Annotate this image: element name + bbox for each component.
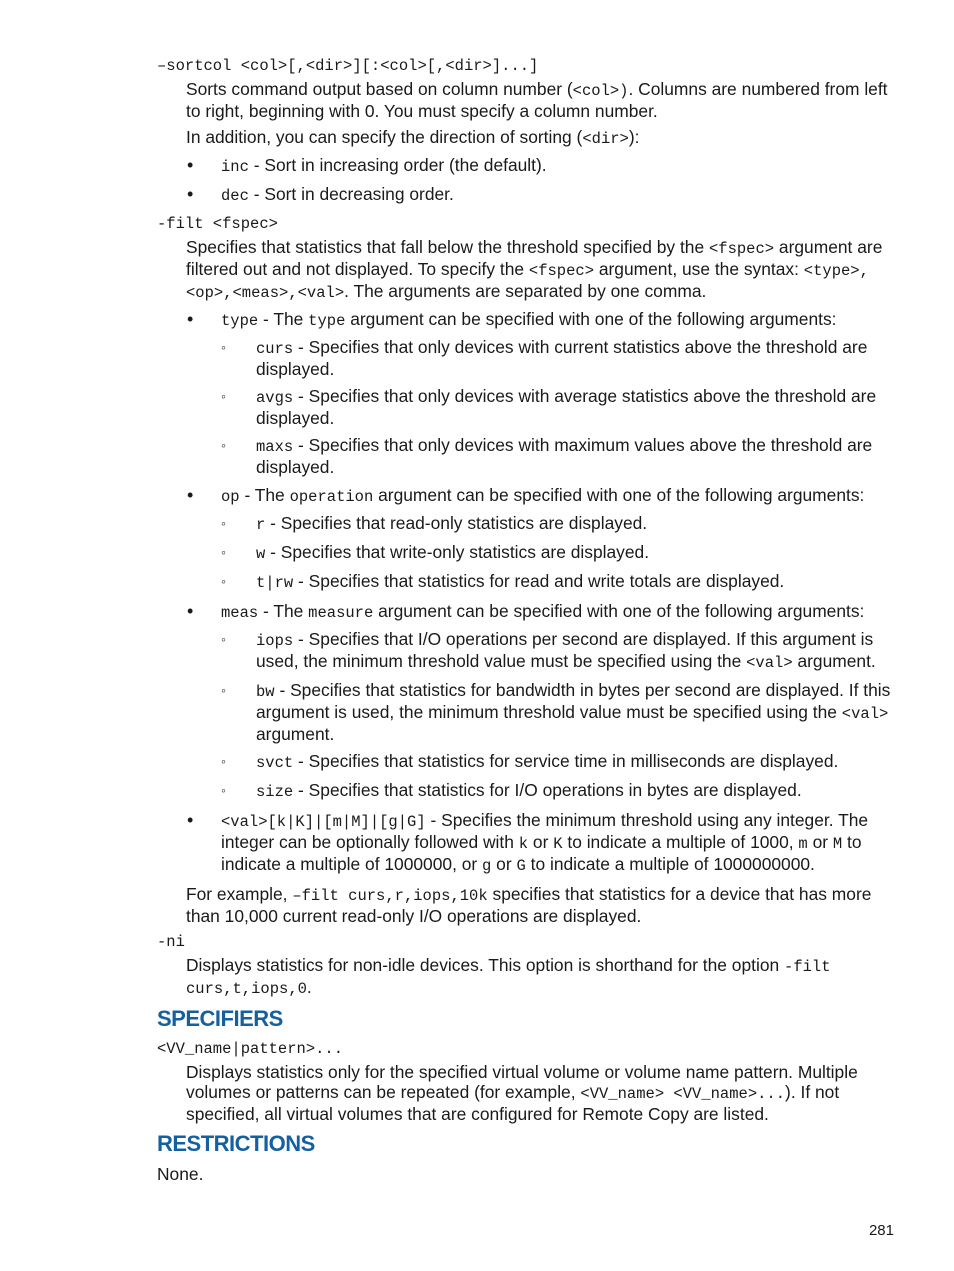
filt-example-paragraph: For example, –filt curs,r,iops,10k specifies that statistics for a device that has more than 10,000 current read-only I/O operations are displayed. (186, 884, 872, 926)
list-item: ◦ iops - Specifies that I/O operations per second are displayed. If this argument is used, the minimum threshold value must be specified using the <val> argument. (221, 629, 897, 673)
list-item: ◦ size - Specifies that statistics for I/O operations in bytes are displayed. (221, 780, 897, 802)
meas-values-list (221, 629, 897, 802)
list-item: ◦ w - Specifies that write-only statistics are displayed. (221, 542, 897, 564)
sortcol-description: Sorts command output based on column number (<col>). Columns are numbered from left to right, beginning with 0. You must specify a column number. (186, 79, 888, 121)
list-item: ◦ r - Specifies that read-only statistics are displayed. (221, 513, 897, 535)
filt-argument-list (157, 309, 897, 876)
op-values-list (221, 513, 897, 593)
list-item: • inc - Sort in increasing order (the default). (157, 155, 897, 177)
specifiers-description: Displays statistics only for the specified virtual volume or volume name pattern. Multiple volumes or patterns can be repeated (for example, <VV_name> <VV_name>...). If not specified, all virtual volumes that are configured for Remote Copy are listed. (186, 1062, 858, 1124)
document-page (157, 56, 897, 1184)
ni-option-term: -ni (157, 933, 185, 951)
list-item: ◦ svct - Specifies that statistics for service time in milliseconds are displayed. (221, 751, 897, 773)
list-item: ◦ curs - Specifies that only devices with current statistics above the threshold are displayed. (221, 337, 897, 379)
type-values-list (221, 337, 897, 477)
restrictions-text: None. (157, 1164, 204, 1184)
list-item: ◦ maxs - Specifies that only devices with maximum values above the threshold are displayed. (221, 435, 897, 477)
list-item-op: • op - The operation argument can be specified with one of the following arguments: ◦ r - Specifies that read-only statistics are displayed. ◦ w - Specifies that write-only statistics are displayed. ◦ t|rw - Specifies that statistics for read and write totals are displayed. (157, 485, 897, 593)
list-item-val: • <val>[k|K]|[m|M]|[g|G] - Specifies the minimum threshold using any integer. The integer can be optionally followed with k or K to indicate a multiple of 1000, m or M to indicate a multiple of 1000000, or g or G to indicate a multiple of 1000000000. (157, 810, 897, 876)
list-item: ◦ avgs - Specifies that only devices with average statistics above the threshold are displayed. (221, 386, 897, 428)
vv-name-pattern-term: <VV_name|pattern>... (157, 1040, 344, 1058)
page-number: 281 (868, 1222, 894, 1239)
list-item-meas: • meas - The measure argument can be specified with one of the following arguments: ◦ iops - Specifies that I/O operations per second are displayed. If this argument is used, the minimum threshold value must be specified using the <val> argument. ◦ bw - Specifies that statistics for bandwidth in bytes per second are displayed. If this argument is used, the minimum threshold value must be specified using the <val> argument. ◦ svct - Specifies that statistics for service time in milliseconds are displayed. ◦ size - Specifies that statistics for I/O operations in bytes are displayed. (157, 601, 897, 802)
sortcol-direction-list (157, 155, 897, 206)
sortcol-direction-paragraph: In addition, you can specify the direction of sorting (<dir>): (186, 127, 640, 148)
list-item: ◦ t|rw - Specifies that statistics for read and write totals are displayed. (221, 571, 897, 593)
sortcol-option-term: –sortcol <col>[,<dir>][:<col>[,<dir>]...] (157, 57, 539, 75)
list-item: • dec - Sort in decreasing order. (157, 184, 897, 206)
filt-option-term: -filt <fspec> (157, 215, 278, 233)
restrictions-heading: RESTRICTIONS (157, 1131, 315, 1156)
specifiers-heading: SPECIFIERS (157, 1006, 283, 1031)
filt-description: Specifies that statistics that fall below the threshold specified by the <fspec> argument are filtered out and not displayed. To specify the <fspec> argument, use the syntax: <type>,<op>,<meas>,<val>. The arguments are separated by one comma. (186, 237, 883, 302)
ni-description: Displays statistics for non-idle devices. This option is shorthand for the option -filt curs,t,iops,0. (186, 955, 831, 998)
list-item: ◦ bw - Specifies that statistics for bandwidth in bytes per second are displayed. If this argument is used, the minimum threshold value must be specified using the <val> argument. (221, 680, 897, 744)
list-item-type: • type - The type argument can be specified with one of the following arguments: ◦ curs - Specifies that only devices with current statistics above the threshold are displayed. ◦ avgs - Specifies that only devices with average statistics above the threshold are displayed. ◦ maxs - Specifies that only devices with maximum values above the threshold are displayed. (157, 309, 897, 477)
